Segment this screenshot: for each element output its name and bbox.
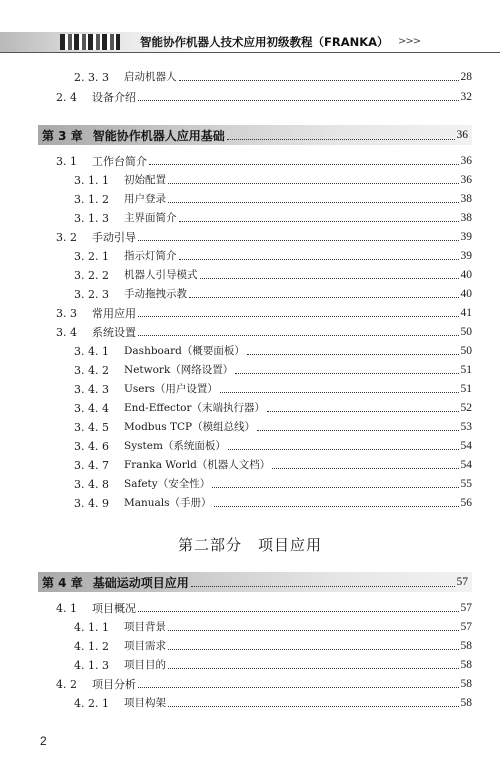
chapter-3-heading[interactable]	[38, 125, 472, 145]
toc-entry-3-2-1[interactable]	[74, 245, 472, 263]
toc-entry-number: 4. 1. 1	[74, 621, 109, 634]
toc-entry-page: 51	[460, 383, 472, 395]
toc-entry-page: 32	[460, 91, 472, 103]
toc-entry-page: 41	[460, 307, 472, 319]
toc-entry-title: 项目概况	[92, 602, 136, 615]
leader-dots	[138, 687, 459, 688]
toc-entry-3-4-9[interactable]	[74, 492, 472, 510]
toc-entry-number: 3. 2. 1	[74, 250, 109, 263]
leader-dots	[212, 487, 458, 488]
toc-entry-4-1-1[interactable]	[74, 616, 472, 634]
chapter-page: 36	[456, 129, 468, 141]
part-two-title: 第二部分 项目应用	[177, 536, 322, 554]
toc-entry-title: Network（网络设置）	[124, 364, 234, 376]
toc-entry-number: 4. 2	[56, 678, 77, 691]
leader-dots	[138, 100, 459, 101]
toc-entry-page: 53	[460, 421, 472, 433]
leader-dots	[227, 131, 455, 140]
toc-entry-page: 58	[460, 697, 472, 709]
leader-dots	[168, 202, 459, 203]
leader-dots	[235, 373, 458, 374]
toc-entry-number: 3. 4. 3	[74, 383, 109, 396]
leader-dots	[200, 278, 459, 279]
toc-entry-title: 指示灯简介	[124, 250, 177, 262]
toc-entry-page: 36	[460, 174, 472, 186]
toc-entry-page: 57	[460, 621, 472, 633]
toc-entry-number: 2. 4	[56, 91, 77, 104]
toc-entry-title: 常用应用	[92, 307, 136, 320]
toc-entry-3-3[interactable]	[56, 302, 472, 320]
leader-dots	[220, 392, 459, 393]
toc-entry-number: 3. 4. 4	[74, 402, 109, 415]
toc-entry-title: 项目分析	[92, 678, 136, 691]
toc-entry-title: Users（用户设置）	[124, 383, 218, 395]
toc-entry-title: 手动引导	[92, 231, 136, 244]
toc-entry-3-2-2[interactable]	[74, 264, 472, 282]
header-rule	[0, 52, 500, 53]
toc-entry-page: 40	[460, 288, 472, 300]
toc-entry-3-1-2[interactable]	[74, 188, 472, 206]
toc-entry-page: 51	[460, 364, 472, 376]
toc-entry-title: 手动拖拽示教	[124, 288, 187, 300]
leader-dots	[272, 468, 458, 469]
leader-dots	[191, 578, 455, 587]
toc-entry-title: Dashboard（概要面板）	[124, 345, 245, 357]
toc-entry-page: 58	[460, 640, 472, 652]
leader-dots	[168, 668, 459, 669]
leader-dots	[138, 240, 459, 241]
toc-entry-3-4-1[interactable]	[74, 340, 472, 358]
toc-entry-title: 用户登录	[124, 193, 166, 205]
leader-dots	[179, 80, 459, 81]
toc-entry-number: 3. 4. 7	[74, 459, 109, 472]
chapter-title: 基础运动项目应用	[92, 575, 189, 590]
leader-dots	[168, 183, 459, 184]
toc-entry-number: 3. 2. 2	[74, 269, 109, 282]
page-number: 2	[40, 734, 47, 748]
toc-entry-3-4-6[interactable]	[74, 435, 472, 453]
leader-dots	[138, 335, 459, 336]
chapter-4-heading[interactable]	[38, 572, 472, 592]
toc-entry-title: 系统设置	[92, 326, 136, 339]
toc-entry-page: 50	[460, 345, 472, 357]
toc-entry-number: 3. 2. 3	[74, 288, 109, 301]
toc-entry-3-4-5[interactable]	[74, 416, 472, 434]
toc-entry-2-4[interactable]	[56, 86, 472, 104]
toc-entry-page: 52	[460, 402, 472, 414]
leader-dots	[214, 506, 459, 507]
toc-entry-number: 3. 1. 1	[74, 174, 109, 187]
toc-entry-title: End-Effector（末端执行器）	[124, 402, 265, 414]
toc-entry-3-4[interactable]	[56, 321, 472, 339]
toc-entry-title: 机器人引导模式	[124, 269, 198, 281]
toc-entry-title: 工作台简介	[92, 155, 147, 168]
toc-entry-3-2[interactable]	[56, 226, 472, 244]
toc-entry-title: 主界面简介	[124, 212, 177, 224]
toc-entry-number: 3. 3	[56, 307, 77, 320]
toc-entry-title: 项目构架	[124, 697, 166, 709]
toc-entry-4-1[interactable]	[56, 597, 472, 615]
toc-entry-3-4-8[interactable]	[74, 473, 472, 491]
toc-entry-number: 4. 2. 1	[74, 697, 109, 710]
leader-dots	[179, 259, 459, 260]
leader-dots	[189, 297, 459, 298]
toc-entry-page: 40	[460, 269, 472, 281]
leader-dots	[228, 449, 459, 450]
toc-entry-page: 56	[460, 497, 472, 509]
toc-entry-2-3-3[interactable]	[74, 66, 472, 84]
leader-dots	[168, 649, 459, 650]
toc-entry-page: 36	[460, 155, 472, 167]
toc-entry-number: 4. 1. 3	[74, 659, 109, 672]
toc-entry-3-1-1[interactable]	[74, 169, 472, 187]
toc-entry-page: 58	[460, 678, 472, 690]
toc-entry-title: 设备介绍	[92, 91, 136, 104]
header-arrows: >>>	[398, 36, 421, 47]
toc-entry-number: 4. 1	[56, 602, 77, 615]
toc-entry-title: 初始配置	[124, 174, 166, 186]
leader-dots	[179, 221, 459, 222]
toc-entry-3-1[interactable]	[56, 150, 472, 168]
toc-entry-page: 54	[460, 459, 472, 471]
leader-dots	[257, 430, 458, 431]
toc-entry-number: 3. 4. 5	[74, 421, 109, 434]
leader-dots	[247, 354, 459, 355]
toc-entry-title: 项目目的	[124, 659, 166, 671]
toc-entry-title: 项目背景	[124, 621, 166, 633]
toc-entry-3-4-7[interactable]	[74, 454, 472, 472]
toc-entry-3-4-2[interactable]	[74, 359, 472, 377]
toc-entry-page: 38	[460, 212, 472, 224]
leader-dots	[168, 630, 459, 631]
toc-entry-number: 4. 1. 2	[74, 640, 109, 653]
chapter-number: 第 4 章	[42, 575, 83, 590]
toc-entry-3-4-3[interactable]	[74, 378, 472, 396]
toc-entry-page: 54	[460, 440, 472, 452]
toc-entry-page: 39	[460, 250, 472, 262]
chapter-page: 57	[456, 576, 468, 588]
toc-entry-page: 50	[460, 326, 472, 338]
toc-entry-title: Safety（安全性）	[124, 478, 211, 490]
toc-entry-title: Modbus TCP（模组总线）	[124, 421, 256, 433]
toc-entry-title: Franka World（机器人文档）	[124, 459, 271, 471]
toc-entry-4-1-2[interactable]	[74, 635, 472, 653]
toc-entry-page: 55	[460, 478, 472, 490]
toc-entry-4-2[interactable]	[56, 673, 472, 691]
toc-entry-page: 57	[460, 602, 472, 614]
toc-entry-number: 3. 4. 2	[74, 364, 109, 377]
toc-entry-title: 项目需求	[124, 640, 166, 652]
toc-entry-number: 3. 1. 3	[74, 212, 109, 225]
toc-entry-number: 3. 1. 2	[74, 193, 109, 206]
leader-dots	[138, 316, 459, 317]
toc-entry-3-4-4[interactable]	[74, 397, 472, 415]
toc-entry-number: 3. 4	[56, 326, 77, 339]
toc-entry-number: 3. 4. 9	[74, 497, 109, 510]
toc-entry-4-1-3[interactable]	[74, 654, 472, 672]
toc-entry-3-2-3[interactable]	[74, 283, 472, 301]
chapter-title: 智能协作机器人应用基础	[92, 128, 225, 143]
toc-entry-number: 2. 3. 3	[74, 71, 109, 84]
toc-entry-number: 3. 4. 6	[74, 440, 109, 453]
toc-entry-page: 58	[460, 659, 472, 671]
toc-entry-3-1-3[interactable]	[74, 207, 472, 225]
toc-entry-4-2-1[interactable]	[74, 692, 472, 710]
running-header-title: 智能协作机器人技术应用初级教程（FRANKA）	[140, 35, 389, 49]
toc-entry-number: 3. 4. 1	[74, 345, 109, 358]
toc-entry-number: 3. 1	[56, 155, 77, 168]
toc-entry-title: System（系统面板）	[124, 440, 226, 452]
toc-entry-number: 3. 4. 8	[74, 478, 109, 491]
toc-entry-page: 39	[460, 231, 472, 243]
leader-dots	[138, 611, 459, 612]
toc-entry-title: Manuals（手册）	[124, 497, 212, 509]
toc-entry-page: 38	[460, 193, 472, 205]
toc-entry-page: 28	[460, 71, 472, 83]
toc-entry-number: 3. 2	[56, 231, 77, 244]
chapter-number: 第 3 章	[42, 128, 83, 143]
leader-dots	[149, 164, 459, 165]
toc-entry-title: 启动机器人	[124, 71, 177, 83]
leader-dots	[267, 411, 459, 412]
leader-dots	[168, 706, 459, 707]
